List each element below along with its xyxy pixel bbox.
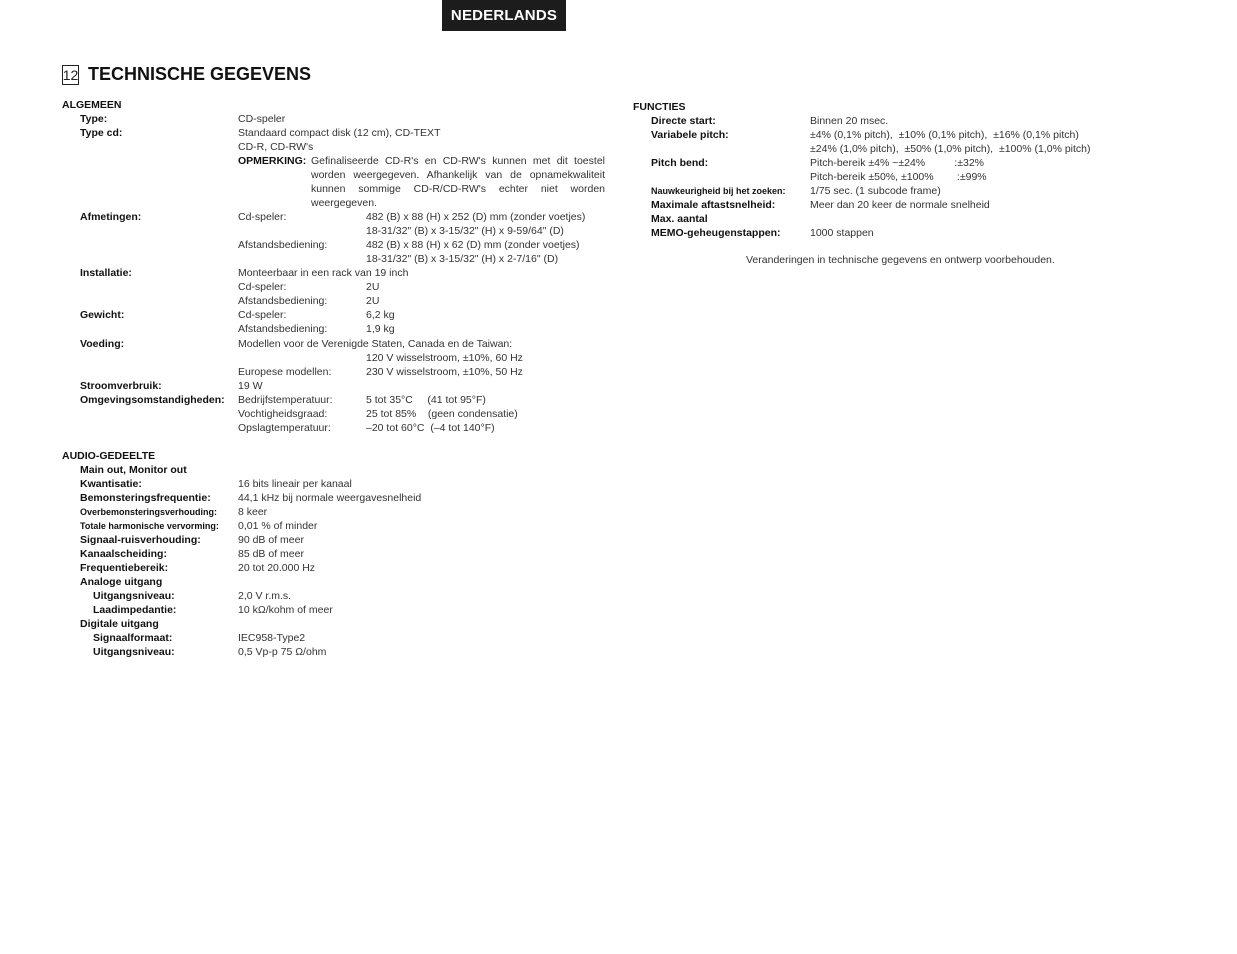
spec-value: Modellen voor de Verenigde Staten, Canada en de Taiwan: (238, 338, 513, 350)
spec-value: 25 tot 85% (geen condensatie) (366, 408, 518, 420)
heading-algemeen: ALGEMEEN (62, 99, 122, 111)
spec-value: 1,9 kg (366, 323, 395, 335)
spec-value: 0,5 Vp-p 75 Ω/ohm (238, 646, 327, 658)
spec-label: Signaalformaat: (93, 632, 173, 644)
spec-sublabel: Bedrijfstemperatuur: (238, 394, 333, 406)
spec-label: Pitch bend: (651, 157, 709, 169)
spec-value: 1/75 sec. (1 subcode frame) (810, 185, 941, 197)
spec-value: Standaard compact disk (12 cm), CD-TEXT (238, 127, 441, 139)
spec-value: 18-31/32" (B) x 3-15/32" (H) x 2-7/16" (D) (366, 253, 559, 265)
spec-value: 8 keer (238, 506, 268, 518)
spec-value: 6,2 kg (366, 309, 395, 321)
spec-value: 20 tot 20.000 Hz (238, 562, 316, 574)
spec-label: Signaal-ruisverhouding: (80, 534, 201, 546)
spec-value: Binnen 20 msec. (810, 115, 889, 127)
spec-value: 5 tot 35°C (41 tot 95°F) (366, 394, 486, 406)
spec-label: Laadimpedantie: (93, 604, 177, 616)
spec-label: Gewicht: (80, 309, 125, 321)
heading-functies: FUNCTIES (633, 101, 686, 113)
spec-label: Type cd: (80, 127, 123, 139)
spec-value: Pitch-bereik ±4% ~±24% :±32% (810, 157, 984, 169)
spec-value: Monteerbaar in een rack van 19 inch (238, 267, 409, 279)
spec-value: 0,01 % of minder (238, 520, 318, 532)
spec-value: Meer dan 20 keer de normale snelheid (810, 199, 990, 211)
spec-label: Uitgangsniveau: (93, 590, 175, 602)
spec-value: 482 (B) x 88 (H) x 252 (D) mm (zonder voetjes) (366, 211, 586, 223)
heading-audio: AUDIO-GEDEELTE (62, 450, 156, 462)
spec-value: 2,0 V r.m.s. (238, 590, 292, 602)
section-title (62, 64, 311, 85)
spec-label: Main out, Monitor out (80, 464, 187, 476)
spec-label: Frequentiebereik: (80, 562, 169, 574)
spec-label: Stroomverbruik: (80, 380, 162, 392)
spec-label: Totale harmonische vervorming: (80, 521, 219, 531)
spec-value: CD-R, CD-RW's (238, 141, 314, 153)
spec-value: 90 dB of meer (238, 534, 304, 546)
spec-sublabel: Cd-speler: (238, 211, 287, 223)
spec-sublabel: Europese modellen: (238, 366, 332, 378)
spec-sublabel: Vochtigheidsgraad: (238, 408, 328, 420)
spec-value: CD-speler (238, 113, 286, 125)
section-number: 12 (62, 66, 79, 83)
spec-value: IEC958-Type2 (238, 632, 306, 644)
spec-sublabel: Afstandsbediening: (238, 323, 328, 335)
spec-label: Variabele pitch: (651, 129, 729, 141)
spec-label: Voeding: (80, 338, 125, 350)
spec-value: 2U (366, 295, 380, 307)
spec-label: Installatie: (80, 267, 132, 279)
spec-label: Maximale aftastsnelheid: (651, 199, 776, 211)
spec-label: Analoge uitgang (80, 576, 163, 588)
spec-sublabel: Cd-speler: (238, 309, 287, 321)
spec-value: 44,1 kHz bij normale weergavesnelheid (238, 492, 422, 504)
spec-value: 1000 stappen (810, 227, 874, 239)
spec-label: Type: (80, 113, 108, 125)
spec-value: ±24% (1,0% pitch), ±50% (1,0% pitch), ±100% (1,0% pitch) (810, 143, 1091, 155)
language-tab: NEDERLANDS (442, 0, 566, 31)
spec-label: Kwantisatie: (80, 478, 142, 490)
spec-label: Kanaalscheiding: (80, 548, 167, 560)
spec-label: Uitgangsniveau: (93, 646, 175, 658)
spec-label: Nauwkeurigheid bij het zoeken: (651, 186, 786, 196)
spec-label: Overbemonsteringsverhouding: (80, 507, 218, 517)
spec-label: Directe start: (651, 115, 716, 127)
spec-value: 120 V wisselstroom, ±10%, 60 Hz (366, 352, 523, 364)
spec-value: –20 tot 60°C (–4 tot 140°F) (366, 422, 495, 434)
page-title: TECHNISCHE GEGEVENS (88, 64, 312, 84)
spec-value: 10 kΩ/kohm of meer (238, 604, 333, 616)
note-label: OPMERKING: (238, 155, 307, 167)
spec-label: Bemonsteringsfrequentie: (80, 492, 211, 504)
spec-value: 85 dB of meer (238, 548, 304, 560)
spec-value: 19 W (238, 380, 263, 392)
spec-sublabel: Opslagtemperatuur: (238, 422, 331, 434)
spec-value: ±4% (0,1% pitch), ±10% (0,1% pitch), ±16% (0,1% pitch) (810, 129, 1079, 141)
spec-label: Max. aantal (651, 213, 708, 225)
spec-value: Pitch-bereik ±50%, ±100% :±99% (810, 171, 987, 183)
spec-value: 2U (366, 281, 380, 293)
spec-value: 16 bits lineair per kanaal (238, 478, 352, 490)
spec-label: MEMO-geheugenstappen: (651, 227, 781, 239)
spec-label: Digitale uitgang (80, 618, 159, 630)
spec-value: 230 V wisselstroom, ±10%, 50 Hz (366, 366, 523, 378)
spec-sublabel: Afstandsbediening: (238, 295, 328, 307)
spec-value: 18-31/32" (B) x 3-15/32" (H) x 9-59/64" (D) (366, 225, 564, 237)
spec-label: Afmetingen: (80, 211, 142, 223)
spec-value: 482 (B) x 88 (H) x 62 (D) mm (zonder voetjes) (366, 239, 580, 251)
spec-sublabel: Cd-speler: (238, 281, 287, 293)
disclaimer-text: Veranderingen in technische gegevens en ontwerp voorbehouden. (746, 254, 1055, 266)
spec-sublabel: Afstandsbediening: (238, 239, 328, 251)
spec-label: Omgevingsomstandigheden: (80, 394, 225, 406)
note-text: Gefinaliseerde CD-R's en CD-RW's kunnen met dit toestel worden weergegeven. Afhankelijk van de opnamekwaliteit kunnen sommige CD-R/CD-RW's echter niet worden weergegeven. (311, 155, 605, 209)
